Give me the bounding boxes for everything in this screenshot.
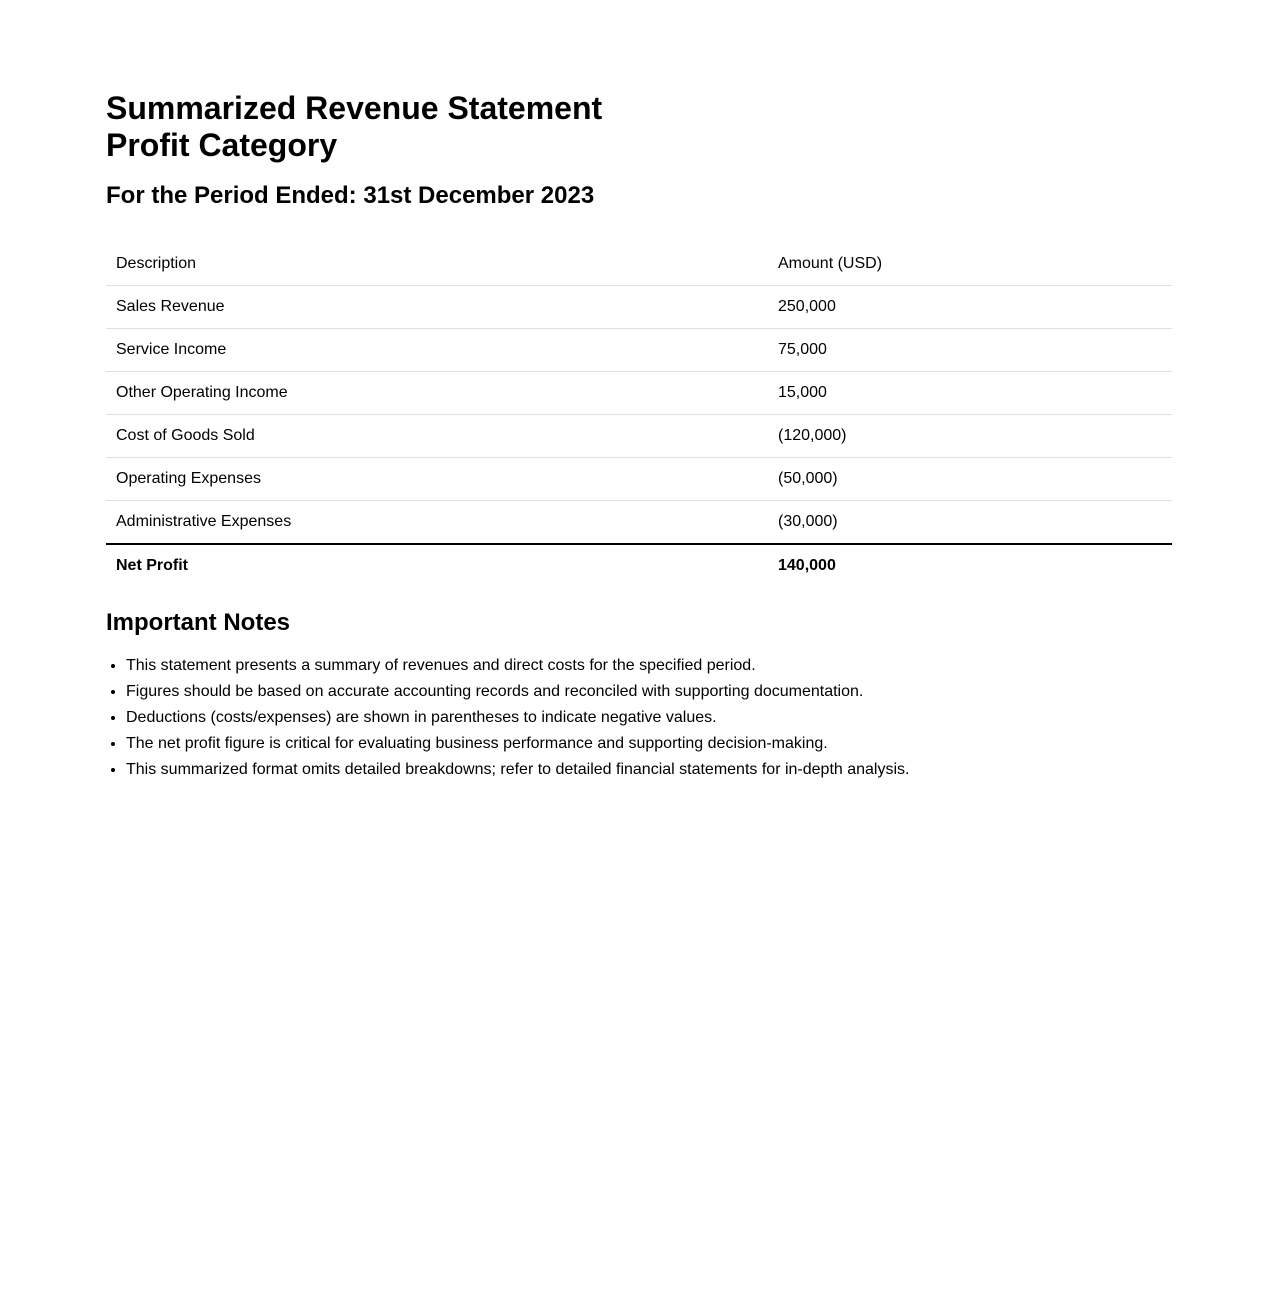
- table-row: [106, 501, 1172, 545]
- column-header-amount: Amount (USD): [768, 243, 1172, 286]
- table-header-row: [106, 243, 1172, 286]
- list-item: • This statement presents a summary of revenues and direct costs for the specified period.: [126, 653, 1172, 679]
- row-amount: 250,000: [768, 286, 1172, 329]
- list-item: • Figures should be based on accurate accounting records and reconciled with supporting documentation.: [126, 679, 1172, 705]
- net-profit-amount: 140,000: [768, 544, 1172, 586]
- list-item: • This summarized format omits detailed breakdowns; refer to detailed financial statements for in-depth analysis.: [126, 757, 1172, 783]
- table-row: [106, 329, 1172, 372]
- notes-heading: Important Notes: [106, 609, 291, 636]
- table-row: [106, 372, 1172, 415]
- column-header-description: Description: [106, 243, 768, 286]
- row-description: Service Income: [106, 329, 768, 372]
- title-line-1: Summarized Revenue Statement: [106, 90, 603, 126]
- table-row: [106, 458, 1172, 501]
- row-description: Sales Revenue: [106, 286, 768, 329]
- row-description: Administrative Expenses: [106, 501, 768, 545]
- row-amount: (50,000): [768, 458, 1172, 501]
- row-description: Other Operating Income: [106, 372, 768, 415]
- row-amount: 15,000: [768, 372, 1172, 415]
- row-amount: (120,000): [768, 415, 1172, 458]
- row-amount: (30,000): [768, 501, 1172, 545]
- net-profit-label: Net Profit: [106, 544, 768, 586]
- page-title: [106, 90, 1172, 164]
- row-description: Cost of Goods Sold: [106, 415, 768, 458]
- net-profit-row: [106, 544, 1172, 586]
- row-description: Operating Expenses: [106, 458, 768, 501]
- period-subtitle: For the Period Ended: 31st December 2023: [106, 182, 595, 209]
- table-row: [106, 286, 1172, 329]
- list-item: • Deductions (costs/expenses) are shown in parentheses to indicate negative values.: [126, 705, 1172, 731]
- revenue-statement-table: [106, 243, 1172, 586]
- list-item: • The net profit figure is critical for evaluating business performance and supporting decision-making.: [126, 731, 1172, 757]
- title-line-2: Profit Category: [106, 127, 338, 163]
- row-amount: 75,000: [768, 329, 1172, 372]
- notes-list: [106, 653, 1172, 783]
- table-row: [106, 415, 1172, 458]
